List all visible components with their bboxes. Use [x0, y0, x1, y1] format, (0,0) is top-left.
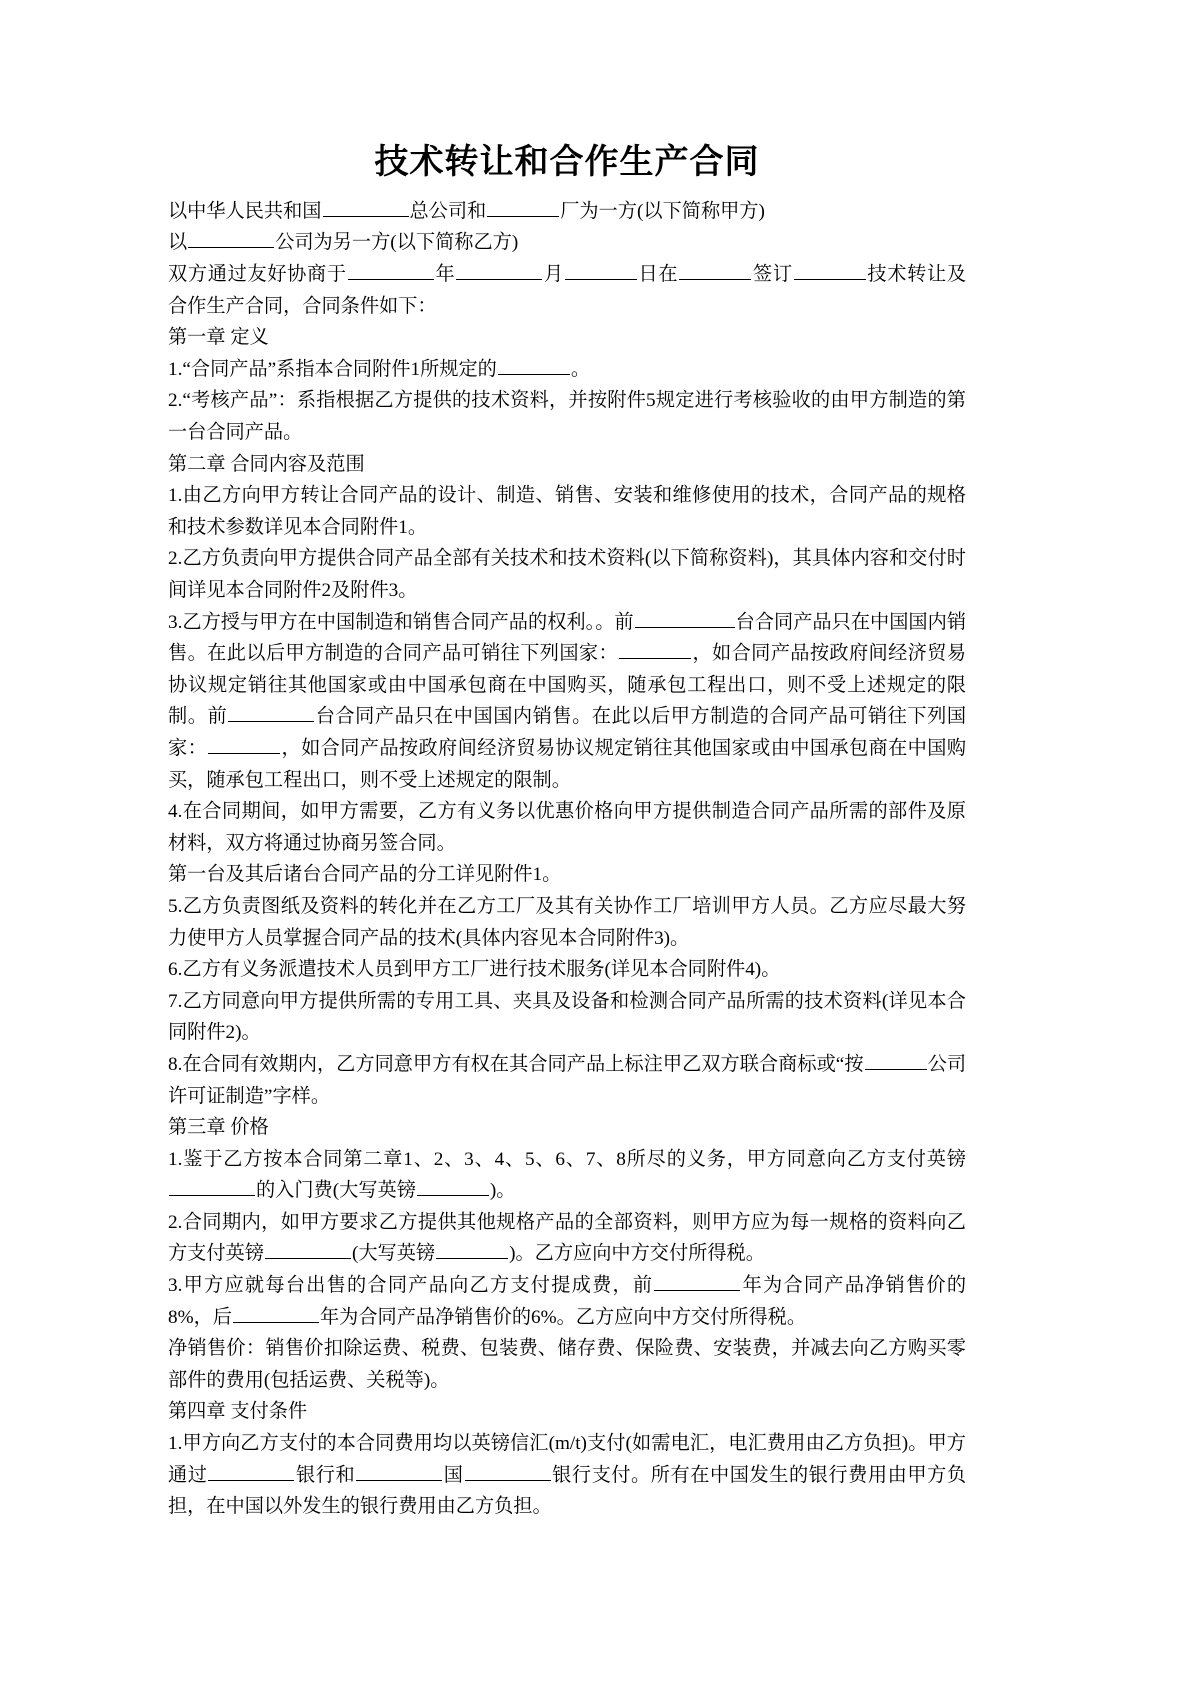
paragraph: 7.乙方同意向甲方提供所需的专用工具、夹具及设备和检测合同产品所需的技术资料(详见本合同附件2)。	[168, 990, 966, 1044]
fill-in-blank[interactable]	[348, 261, 434, 280]
fill-in-blank[interactable]	[323, 198, 409, 217]
paragraph: 第一台及其后诸台合同产品的分工详见附件1。	[168, 864, 562, 886]
section-heading: 第二章 合同内容及范围	[168, 453, 365, 475]
fill-in-blank[interactable]	[465, 1461, 551, 1480]
fill-in-blank[interactable]	[417, 1177, 489, 1196]
section-heading: 第三章 价格	[168, 1117, 269, 1139]
fill-in-blank[interactable]	[498, 356, 570, 375]
paragraph: 3.乙方授与甲方在中国制造和销售合同产品的权利。。前 台合同产品只在中国国内销售。在此以后甲方制造的合同产品可销往下列国家： ，如合同产品按政府间经济贸易协议规定销往其他国家或由中国承包商在中国购买，随承包工程出口，则不受上述规定的限制。前 台合同产品只在中国国内销售。在此以后甲方制造的合同产品可销往下列国家： ，如合同产品按政府间经济贸易协议规定销往其他国家或由中国承包商在中国购买，随承包工程出口，则不受上述规定的限制。	[168, 607, 966, 797]
document-body	[168, 140, 966, 1523]
fill-in-blank[interactable]	[654, 1272, 740, 1291]
fill-in-blank[interactable]	[865, 1051, 927, 1070]
paragraph: 双方通过友好协商于 年 月 日在 签订 技术转让及合作生产合同，合同条件如下：	[168, 259, 966, 322]
paragraph: 1.鉴于乙方按本合同第二章1、2、3、4、5、6、7、8所尽的义务，甲方同意向乙方支付英镑的入门费(大写英镑 )。	[168, 1148, 966, 1202]
page-title: 技术转让和合作生产合同	[374, 144, 760, 181]
paragraph: 1.由乙方向甲方转让合同产品的设计、制造、销售、安装和维修使用的技术，合同产品的规格和技术参数详见本合同附件1。	[168, 485, 966, 538]
fill-in-blank[interactable]	[356, 1461, 442, 1480]
section-heading: 第四章 支付条件	[168, 1401, 308, 1423]
fill-in-blank[interactable]	[233, 1303, 319, 1322]
fill-in-blank[interactable]	[565, 261, 637, 280]
fill-in-blank[interactable]	[487, 198, 559, 217]
paragraph: 3.甲方应就每台出售的合同产品向乙方支付提成费，前 年为合同产品净销售价的8%，后 年为合同产品净销售价的6%。乙方应向中方交付所得税。	[168, 1270, 966, 1333]
fill-in-blank[interactable]	[228, 703, 314, 722]
fill-in-blank[interactable]	[436, 1240, 508, 1259]
fill-in-blank[interactable]	[635, 608, 735, 627]
paragraph: 以中华人民共和国 总公司和 厂为一方(以下简称甲方)	[168, 196, 966, 228]
fill-in-blank[interactable]	[208, 1461, 294, 1480]
paragraph: 净销售价：销售价扣除运费、税费、包装费、储存费、保险费、安装费，并减去向乙方购买零部件的费用(包括运费、关税等)。	[168, 1338, 966, 1391]
section-heading: 第一章 定义	[168, 327, 269, 349]
fill-in-blank[interactable]	[619, 640, 691, 659]
paragraph: 1.“合同产品”系指本合同附件1所规定的 。	[168, 354, 966, 386]
fill-in-blank[interactable]	[169, 1177, 255, 1196]
fill-in-blank[interactable]	[794, 261, 866, 280]
paragraph-container	[168, 196, 966, 1523]
paragraph: 4.在合同期间，如甲方需要，乙方有义务以优惠价格向甲方提供制造合同产品所需的部件及原材料，双方将通过协商另签合同。	[168, 801, 966, 854]
paragraph: 6.乙方有义务派遣技术人员到甲方工厂进行技术服务(详见本合同附件4)。	[168, 959, 781, 981]
paragraph: 2.乙方负责向甲方提供合同产品全部有关技术和技术资料(以下简称资料)，其具体内容和交付时间详见本合同附件2及附件3。	[168, 548, 966, 602]
fill-in-blank[interactable]	[456, 261, 542, 280]
paragraph: 5.乙方负责图纸及资料的转化并在乙方工厂及其有关协作工厂培训甲方人员。乙方应尽最大努力使甲方人员掌握合同产品的技术(具体内容见本合同附件3)。	[168, 895, 966, 949]
paragraph: 8.在合同有效期内，乙方同意甲方有权在其合同产品上标注甲乙双方联合商标或“按 公司许可证制造”字样。	[168, 1049, 966, 1112]
fill-in-blank[interactable]	[265, 1240, 351, 1259]
paragraph: 以 公司为另一方(以下简称乙方)	[168, 227, 966, 259]
fill-in-blank[interactable]	[188, 229, 274, 248]
paragraph: 2.“考核产品”：系指根据乙方提供的技术资料，并按附件5规定进行考核验收的由甲方制造的第一台合同产品。	[168, 390, 966, 444]
fill-in-blank[interactable]	[208, 735, 280, 754]
paragraph: 2.合同期内，如甲方要求乙方提供其他规格产品的全部资料，则甲方应为每一规格的资料向乙方支付英镑 (大写英镑 )。乙方应向中方交付所得税。	[168, 1211, 966, 1265]
fill-in-blank[interactable]	[679, 261, 751, 280]
paragraph: 1.甲方向乙方支付的本合同费用均以英镑信汇(m/t)支付(如需电汇，电汇费用由乙方负担)。甲方通过 银行和 国 银行支付。所有在中国发生的银行费用由甲方负担，在中国以外发生的银行费用由乙方负担。	[168, 1433, 967, 1518]
